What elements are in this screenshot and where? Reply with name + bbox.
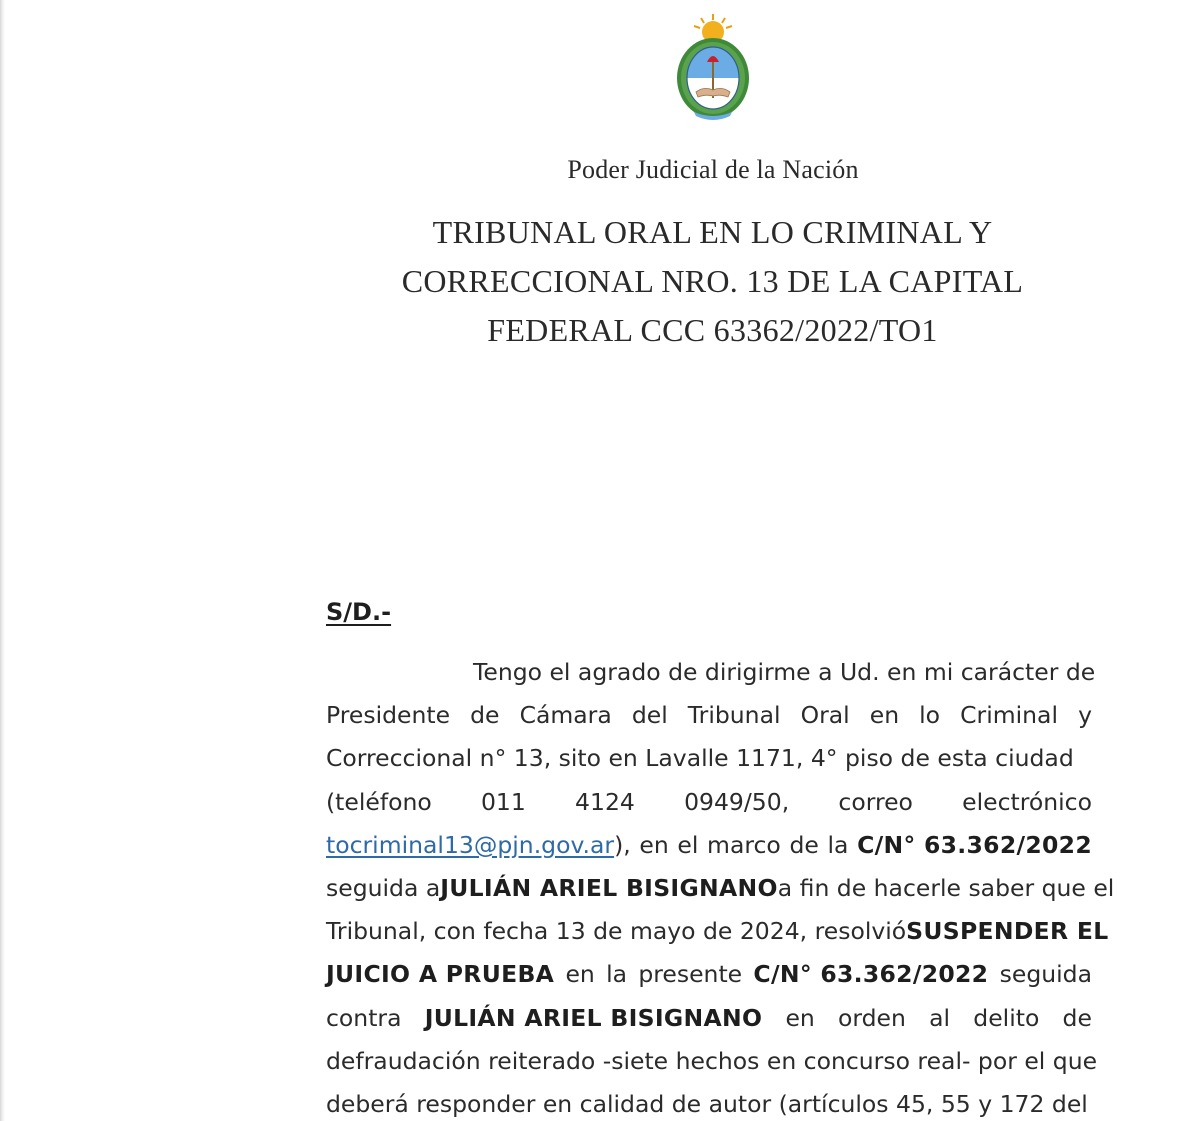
resolution-text: JUICIO A PRUEBA bbox=[326, 960, 555, 989]
body-line bbox=[326, 953, 1092, 996]
body-word: 4124 bbox=[575, 787, 635, 816]
body-word: delito bbox=[973, 1003, 1040, 1032]
body-line bbox=[326, 1083, 1092, 1121]
body-word: lo bbox=[919, 701, 941, 730]
body-word: y bbox=[1078, 701, 1092, 730]
court-title bbox=[340, 208, 1085, 355]
case-number: C/N° 63.362/2022 bbox=[857, 830, 1092, 859]
body-text: deberá responder en calidad de autor (artículos 45, 55 y 172 del bbox=[326, 1089, 1088, 1118]
body-word: la bbox=[606, 960, 628, 989]
body-word: Cámara bbox=[519, 701, 612, 730]
body-text: Correccional n° 13, sito en Lavalle 1171, 4° piso de esta ciudad bbox=[326, 744, 1074, 773]
body-word: de bbox=[789, 830, 819, 859]
resolution-text: SUSPENDER EL bbox=[906, 917, 1109, 946]
body-word: el bbox=[677, 830, 699, 859]
body-word: en bbox=[565, 960, 595, 989]
body-word: al bbox=[929, 1003, 951, 1032]
body-word: seguida bbox=[999, 960, 1092, 989]
body-word: de bbox=[470, 701, 500, 730]
body-line bbox=[326, 824, 1092, 867]
body-word: la bbox=[827, 830, 849, 859]
body-line bbox=[326, 910, 1109, 953]
body-word: de bbox=[1062, 1003, 1092, 1032]
body-word: en bbox=[869, 701, 900, 730]
body-word: en bbox=[639, 830, 669, 859]
body-line bbox=[326, 867, 1115, 910]
body-word: 0949/50, bbox=[684, 787, 790, 816]
body-word: en bbox=[785, 1003, 815, 1032]
body-word: 011 bbox=[480, 787, 526, 816]
case-number: C/N° 63.362/2022 bbox=[753, 960, 989, 989]
body-text: seguida a bbox=[326, 873, 441, 902]
body-text: Tengo el agrado de dirigirme a Ud. en mi carácter de bbox=[473, 658, 1096, 686]
argentina-coat-of-arms-icon bbox=[674, 12, 752, 122]
body-line bbox=[326, 737, 1092, 780]
court-title-line: CORRECCIONAL NRO. 13 DE LA CAPITAL bbox=[401, 263, 1024, 299]
email-link[interactable]: tocriminal13@pjn.gov.ar bbox=[326, 830, 615, 859]
body-word: marco bbox=[707, 830, 781, 859]
body-word: Tribunal bbox=[687, 701, 781, 730]
agency-name: Poder Judicial de la Nación bbox=[567, 155, 859, 184]
body-word: Criminal bbox=[960, 701, 1058, 730]
body-word: ), bbox=[614, 830, 631, 859]
body-line bbox=[326, 997, 1092, 1040]
body-line bbox=[326, 1040, 1098, 1083]
defendant-name: JULIÁN ARIEL BISIGNANO bbox=[424, 1003, 763, 1032]
court-title-line: TRIBUNAL ORAL EN LO CRIMINAL Y bbox=[432, 214, 993, 250]
salutation: S/D.- bbox=[326, 598, 392, 626]
body-word: electrónico bbox=[962, 787, 1092, 816]
body-text: Tribunal, con fecha 13 de mayo de 2024, resolvió bbox=[326, 917, 907, 946]
body-line bbox=[326, 651, 1096, 694]
body-word: orden bbox=[838, 1003, 906, 1032]
body-word: (teléfono bbox=[326, 787, 432, 816]
body-line bbox=[326, 781, 1092, 824]
body-word: correo bbox=[838, 787, 913, 816]
body-line bbox=[326, 694, 1092, 737]
body-word: Presidente bbox=[326, 701, 451, 730]
body-word: Oral bbox=[800, 701, 850, 730]
body-word: contra bbox=[326, 1003, 402, 1032]
body-word: del bbox=[631, 701, 668, 730]
court-title-line: FEDERAL CCC 63362/2022/TO1 bbox=[487, 312, 938, 348]
letter-body bbox=[326, 651, 1115, 1121]
body-text: a fin de hacerle saber que el bbox=[777, 873, 1115, 902]
body-text: defraudación reiterado -siete hechos en concurso real- por el que bbox=[326, 1046, 1098, 1075]
body-word: presente bbox=[638, 960, 743, 989]
defendant-name: JULIÁN ARIEL BISIGNANO bbox=[440, 873, 778, 902]
